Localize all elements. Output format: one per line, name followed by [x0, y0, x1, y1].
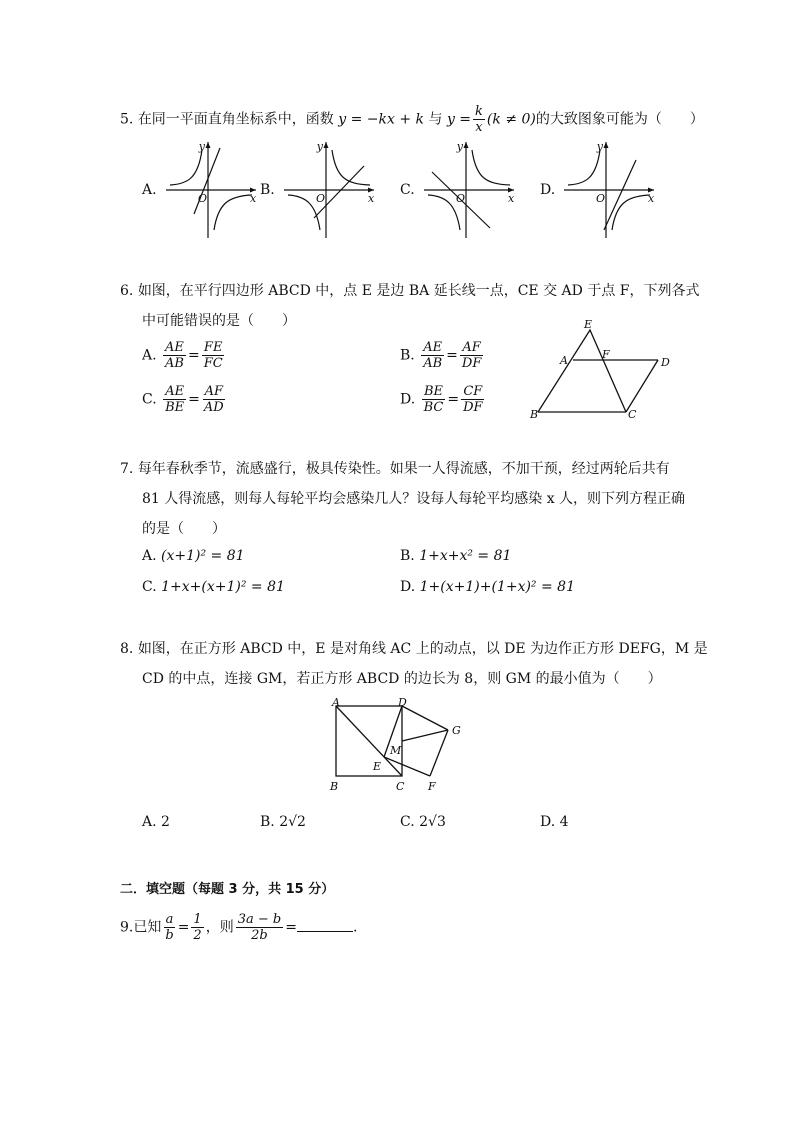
q5a-x-label: x: [250, 192, 257, 205]
q5-stem-b: 的大致图象可能为（ ）: [535, 111, 704, 128]
q8-option-b: B. 2√2: [260, 814, 306, 830]
q5-stem-a: 在同一平面直角坐标系中，函数: [137, 111, 334, 128]
q5d-x-label: x: [648, 192, 655, 205]
q5-cond: (k ≠ 0): [486, 111, 536, 128]
q5-option-c-label: C.: [400, 182, 415, 198]
q8-option-d: D. 4: [540, 814, 569, 830]
q9-answer-blank[interactable]: [297, 917, 353, 932]
q5-func2-frac: $\frac{k}{x}$: [475, 104, 483, 135]
q9-mid: ，则: [205, 919, 234, 936]
q8-line1: [120, 638, 708, 660]
q7-option-d: D. 1+(x+1)+(1+x)² = 81: [400, 579, 575, 595]
q5c-y-label: y: [456, 140, 463, 153]
q5-number: 5.: [120, 111, 134, 128]
q8-point-b: B: [330, 780, 339, 793]
q5b-y-label: y: [316, 140, 323, 153]
q9-frac-ab: $\frac{a}{b}$: [165, 912, 174, 943]
q7-option-a: A. (x+1)² = 81: [142, 548, 245, 564]
q5-graph-d: [560, 138, 660, 242]
q5-func1: y = −kx + k: [338, 111, 425, 128]
q7-line2: 81 人得流感，则每人每轮平均会感染几人？设每人每轮平均感染 x 人，则下列方程正确: [142, 491, 686, 507]
q5-option-a-label: A.: [142, 182, 157, 198]
q8-point-a: A: [332, 696, 340, 709]
q5c-origin-label: O: [456, 192, 466, 205]
q5-func2-lhs: y =: [446, 111, 472, 128]
q5-graph-a: [162, 138, 262, 242]
q8-option-a: A. 2: [142, 814, 170, 830]
q7-line3: 的是（ ）: [142, 521, 226, 537]
q8-line1-text: 如图，在正方形 ABCD 中，E 是对角线 AC 上的动点，以 DE 为边作正方形 DEFG，M 是: [137, 641, 708, 657]
q6-point-c: C: [628, 408, 637, 421]
q8-point-d: D: [398, 696, 407, 709]
q6-point-b: B: [530, 408, 539, 421]
q7-option-b: B. 1+x+x² = 81: [400, 548, 512, 564]
q5d-origin-label: O: [596, 192, 606, 205]
q6-figure: [528, 316, 676, 422]
q7-number: 7.: [120, 461, 134, 477]
q6-option-a: A. $\frac{AE}{AB}$ = $\frac{FE}{FC}$: [142, 340, 223, 371]
q5a-origin-label: O: [198, 192, 208, 205]
q6-point-f: F: [602, 348, 610, 361]
q5d-y-label: y: [596, 140, 603, 153]
q5-and: 与: [428, 111, 443, 128]
q5c-x-label: x: [508, 192, 515, 205]
q6-number: 6.: [120, 283, 134, 299]
q8-option-c: C. 2√3: [400, 814, 446, 830]
q5-stem: [120, 104, 704, 135]
q9-frac-half: $\frac{1}{2}$: [193, 912, 202, 943]
q9-stem: 9.已知 $\frac{a}{b}$ = $\frac{1}{2}$ ，则 $\frac{3a - b}{2b}$ = .: [120, 912, 358, 943]
q9-frac-expr: $\frac{3a - b}{2b}$: [237, 912, 282, 943]
q8-point-e: E: [373, 760, 382, 773]
q6-option-b: B. $\frac{AE}{AB}$ = $\frac{AF}{DF}$: [400, 340, 482, 371]
q6-line2: 中可能错误的是（ ）: [142, 313, 296, 329]
q6-line1: [120, 280, 700, 302]
q5-option-d-label: D.: [540, 182, 556, 198]
q6-point-d: D: [661, 356, 670, 369]
q7-line1-text: 每年春秋季节，流感盛行，极具传染性。如果一人得流感，不加干预，经过两轮后共有: [137, 461, 670, 477]
q6-option-d: D. $\frac{BE}{BC}$ = $\frac{CF}{DF}$: [400, 384, 483, 415]
q5a-y-label: y: [198, 140, 205, 153]
q7-line1: [120, 458, 670, 480]
q8-point-f: F: [428, 780, 436, 793]
q5-graph-b: [280, 138, 380, 242]
q9-pre: 已知: [133, 919, 162, 936]
q5b-x-label: x: [368, 192, 375, 205]
q5b-origin-label: O: [316, 192, 326, 205]
section-2-title: 二．填空题（每题 3 分，共 15 分）: [120, 882, 335, 897]
q5-graph-c: [420, 138, 520, 242]
q8-line2: CD 的中点，连接 GM，若正方形 ABCD 的边长为 8，则 GM 的最小值为（ ）: [142, 671, 662, 687]
q7-option-c: C. 1+x+(x+1)² = 81: [142, 579, 285, 595]
q8-number: 8.: [120, 641, 134, 657]
q6-point-a: A: [560, 354, 568, 367]
q9-number: 9.: [120, 919, 134, 936]
q8-point-g: G: [452, 724, 461, 737]
q6-line1-text: 如图，在平行四边形 ABCD 中，点 E 是边 BA 延长线一点，CE 交 AD 于点 F，下列各式: [137, 283, 700, 299]
q5-option-b-label: B.: [260, 182, 275, 198]
q8-figure: [320, 696, 470, 796]
q6-option-c: C. $\frac{AE}{BE}$ = $\frac{AF}{AD}$: [142, 384, 224, 415]
q8-point-m: M: [390, 744, 402, 757]
q8-point-c: C: [396, 780, 405, 793]
q6-point-e: E: [584, 318, 593, 331]
